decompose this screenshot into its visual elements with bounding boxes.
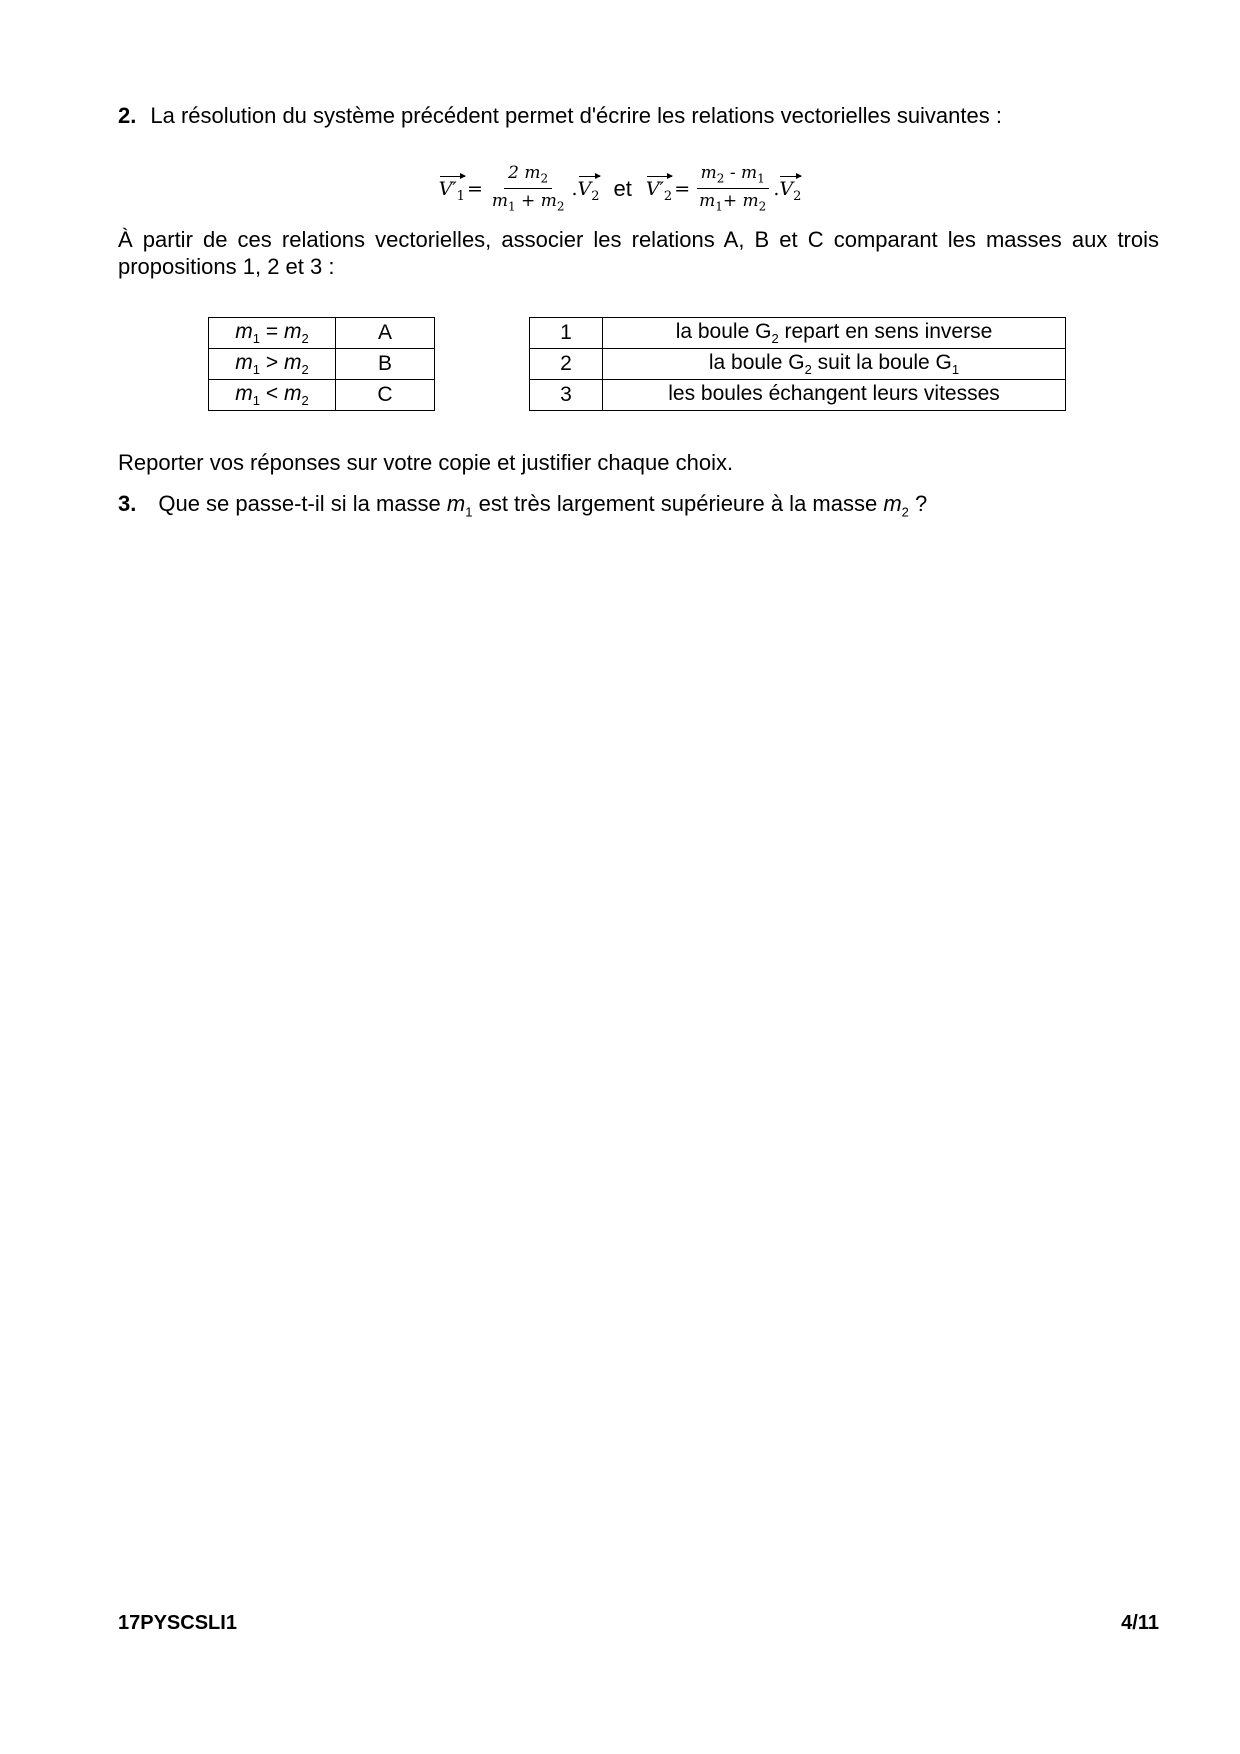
fraction-2-numerator: $m_2 - m_1$ (697, 164, 769, 189)
relation-cell: $m_1 = m_2$ (209, 318, 336, 349)
table-row (530, 380, 1066, 411)
proposition-number: 3 (530, 380, 603, 411)
relation-cell: $m_1 > m_2$ (209, 349, 336, 380)
relation-label: B (336, 349, 435, 380)
fraction-1-denominator: $m_1 + m_2$ (491, 191, 565, 214)
vector-relations-formula: $V'_1$ = $\frac{2 m_2}{m_1 + m_2}$ . $V_2$ et $V'_2$ = $\frac{m_2 - m_1}{m_1+ m_2}$ . $V_2$ (438, 163, 802, 214)
vector-v-prime-2: $V'_2$ (646, 174, 672, 204)
relations-table (208, 317, 435, 411)
vector-v-prime-1: $V'_1$ (439, 174, 465, 204)
vector-v2-first: $V_2$ (578, 174, 600, 204)
proposition-text: les boules échangent leurs vitesses (603, 380, 1066, 411)
fraction-1-numerator: 2 $m_2$ (504, 164, 552, 189)
table-row (530, 318, 1066, 349)
table-row (530, 349, 1066, 380)
table-row (209, 349, 435, 380)
document-code: 17PYSCSLI1 (118, 1612, 237, 1634)
table-row (209, 318, 435, 349)
fraction-1 (488, 164, 569, 213)
propositions-table (529, 317, 1066, 411)
proposition-number: 1 (530, 318, 603, 349)
question-3: 3. Que se passe-t-il si la masse $m_1$ est très largement supérieure à la masse $m_2$ ? (118, 491, 928, 520)
question-2-number: 2. (118, 103, 137, 128)
formula-connector: et (613, 176, 632, 201)
question-2 (118, 103, 1002, 129)
instruction-paragraph: À partir de ces relations vectorielles, associer les relations A, B et C comparant les masses aux trois propositions 1, 2 et 3 : (118, 227, 1159, 279)
page-number: 4/11 (1121, 1612, 1159, 1634)
relation-cell: $m_1 < m_2$ (209, 380, 336, 411)
table-row (209, 380, 435, 411)
question-3-number: 3. (118, 491, 137, 516)
fraction-2-denominator: $m_1+ m_2$ (699, 191, 767, 214)
relation-label: C (336, 380, 435, 411)
report-instruction: Reporter vos réponses sur votre copie et justifier chaque choix. (118, 450, 734, 475)
proposition-text: la boule $G_2$ repart en sens inverse (603, 318, 1066, 349)
relation-label: A (336, 318, 435, 349)
fraction-2 (695, 164, 770, 213)
proposition-text: la boule $G_2$ suit la boule $G_1$ (603, 349, 1066, 380)
proposition-number: 2 (530, 349, 603, 380)
question-2-text: La résolution du système précédent permet d'écrire les relations vectorielles suivantes : (150, 103, 1002, 128)
vector-v2-second: $V_2$ (779, 174, 801, 204)
